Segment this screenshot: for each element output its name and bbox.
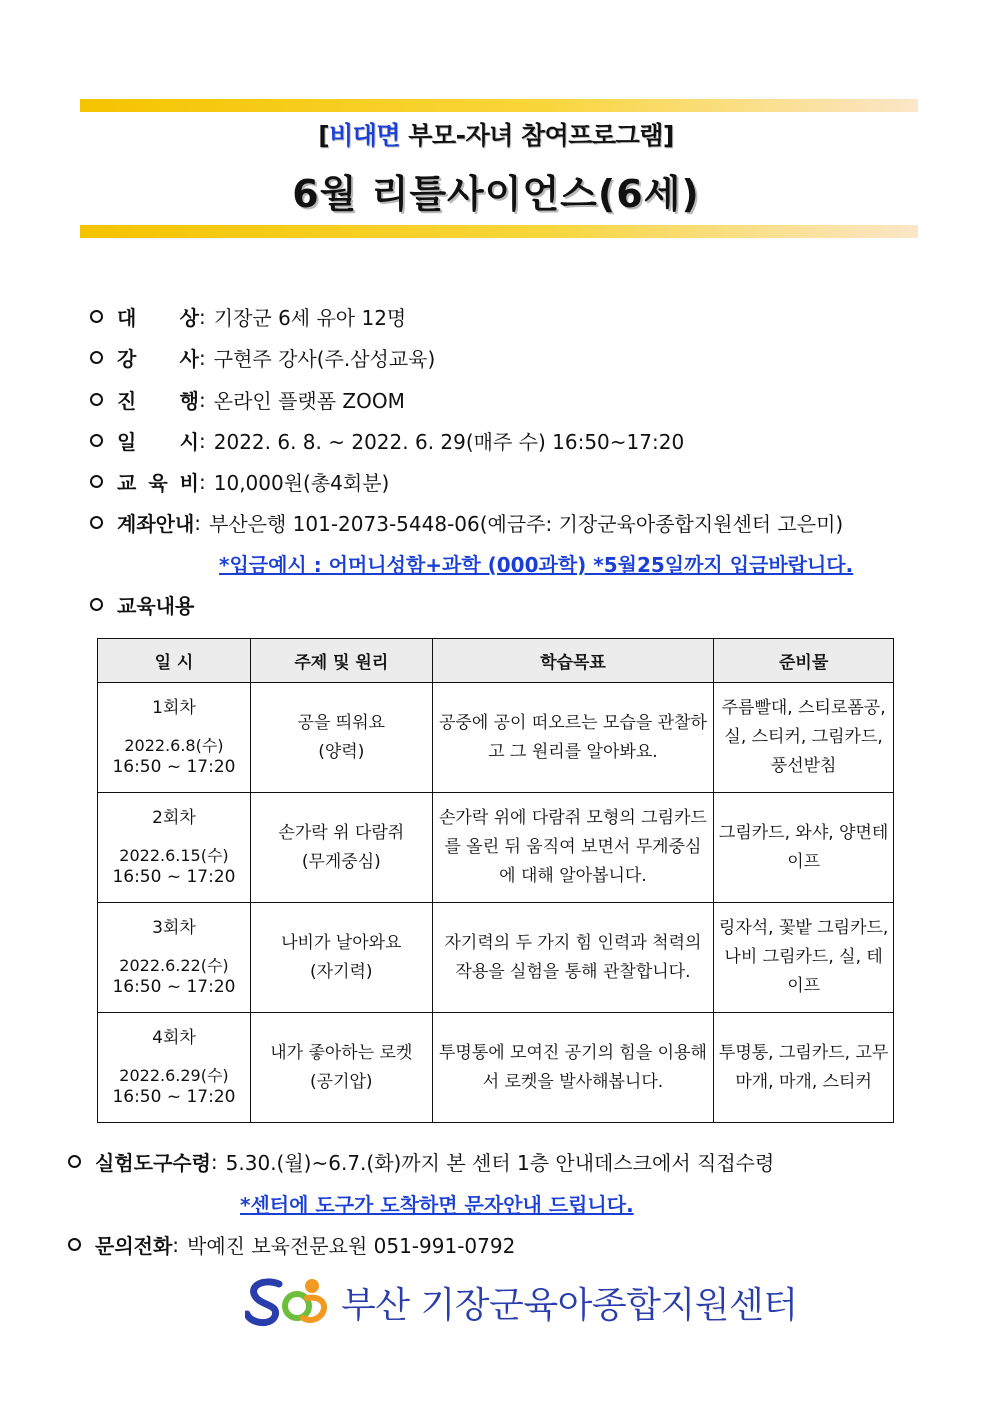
pickup-info: 실험도구수령 : 5.30.(월)~6.7.(화)까지 본 센터 1층 안내데스크에서 직접수령 [68,1147,774,1176]
header-topic: 주제 및 원리 [250,639,432,683]
info-value: 온라인 플랫폼 ZOOM [213,389,405,413]
header-bar-bottom [80,225,918,238]
header-goal: 학습목표 [432,639,714,683]
circle-bullet-icon [90,310,103,323]
contact-info: 문의전화 : 박예진 보육전문요원 051-991-0792 [68,1230,515,1259]
info-label: 대 상 [117,306,199,330]
circle-bullet-icon [68,1238,81,1251]
table-row [98,683,894,793]
info-label: 교 육 비 [117,471,199,495]
table-row [98,1013,894,1123]
info-instructor: 강 사 : 구현주 강사(주.삼성교육) [90,343,435,372]
education-table [97,638,894,1123]
session-cell: 1회차 2022.6.8(수) 16:50 ~ 17:20 [98,683,251,793]
content-heading-label: 교육내용 [117,594,195,618]
table-row [98,903,894,1013]
info-value: 부산은행 101-2073-5448-06(예금주: 기장군육아종합지원센터 고은미) [209,512,844,536]
topic-cell: 내가 좋아하는 로켓 (공기압) [250,1013,432,1123]
goal-cell: 손가락 위에 다람쥐 모형의 그림카드를 올린 뒤 움직여 보면서 무게중심에 대해 알아봅니다. [432,793,714,903]
circle-bullet-icon [90,475,103,488]
materials-cell: 투명통, 그림카드, 고무마개, 마개, 스티커 [714,1013,894,1123]
topic-cell: 손가락 위 다람쥐 (무게중심) [250,793,432,903]
contact-label: 문의전화 [95,1234,173,1258]
header-bar-top [80,99,918,112]
info-label: 강 사 [117,347,199,371]
circle-bullet-icon [90,516,103,529]
subtitle-highlight: 비대면 [329,121,401,150]
header-materials: 준비물 [714,639,894,683]
deposit-note: *입금예시 : 어머니성함+과학 (000과학) *5월25일까지 입금바랍니다. [219,553,854,577]
circle-bullet-icon [90,598,103,611]
materials-cell: 링자석, 꽃밭 그림카드, 나비 그림카드, 실, 테이프 [714,903,894,1013]
goal-cell: 투명통에 모여진 공기의 힘을 이용해서 로켓을 발사해봅니다. [432,1013,714,1123]
info-schedule: 일 시 : 2022. 6. 8. ~ 2022. 6. 29(매주 수) 16:50~17:20 [90,426,684,455]
goal-cell: 자기력의 두 가지 힘 인력과 척력의 작용을 실험을 통해 관찰합니다. [432,903,714,1013]
pickup-value: 5.30.(월)~6.7.(화)까지 본 센터 1층 안내데스크에서 직접수령 [225,1151,775,1175]
topic-cell: 나비가 날아와요 (자기력) [250,903,432,1013]
session-cell: 2회차 2022.6.15(수) 16:50 ~ 17:20 [98,793,251,903]
contact-value: 박예진 보육전문요원 051-991-0792 [187,1234,516,1258]
center-logo [245,1276,798,1328]
info-label: 계좌안내 [117,512,195,536]
info-method: 진 행 : 온라인 플랫폼 ZOOM [90,385,405,414]
page-title: 6월 리틀사이언스(6세) [292,172,700,216]
info-value: 구현주 강사(주.삼성교육) [213,347,436,371]
session-cell: 3회차 2022.6.22(수) 16:50 ~ 17:20 [98,903,251,1013]
subtitle: [비대면 부모-자녀 참여프로그램] [318,121,674,150]
info-fee: 교 육 비 : 10,000원(총4회분) [90,467,389,496]
pickup-label: 실험도구수령 [95,1151,211,1175]
info-label: 진 행 [117,389,199,413]
table-header-row [98,639,894,683]
circle-bullet-icon [90,393,103,406]
goal-cell: 공중에 공이 떠오르는 모습을 관찰하고 그 원리를 알아봐요. [432,683,714,793]
circle-bullet-icon [68,1155,81,1168]
center-name: 부산 기장군육아종합지원센터 [341,1284,798,1326]
header-datetime: 일 시 [98,639,251,683]
topic-cell: 공을 띄워요 (양력) [250,683,432,793]
materials-cell: 그림카드, 와샤, 양면테이프 [714,793,894,903]
info-account: 계좌안내 : 부산은행 101-2073-5448-06(예금주: 기장군육아종합지원센터 고은미) [90,508,843,537]
info-value: 2022. 6. 8. ~ 2022. 6. 29(매주 수) 16:50~17:20 [213,430,685,454]
content-heading [90,590,194,619]
center-logo-icon [245,1276,329,1328]
session-cell: 4회차 2022.6.29(수) 16:50 ~ 17:20 [98,1013,251,1123]
info-label: 일 시 [117,430,199,454]
pickup-note: *센터에 도구가 도착하면 문자안내 드립니다. [240,1193,634,1217]
table-row [98,793,894,903]
materials-cell: 주름빨대, 스티로폼공, 실, 스티커, 그림카드, 풍선받침 [714,683,894,793]
circle-bullet-icon [90,351,103,364]
info-value: 10,000원(총4회분) [213,471,390,495]
circle-bullet-icon [90,434,103,447]
info-target: 대 상 : 기장군 6세 유아 12명 [90,302,406,331]
info-value: 기장군 6세 유아 12명 [213,306,407,330]
